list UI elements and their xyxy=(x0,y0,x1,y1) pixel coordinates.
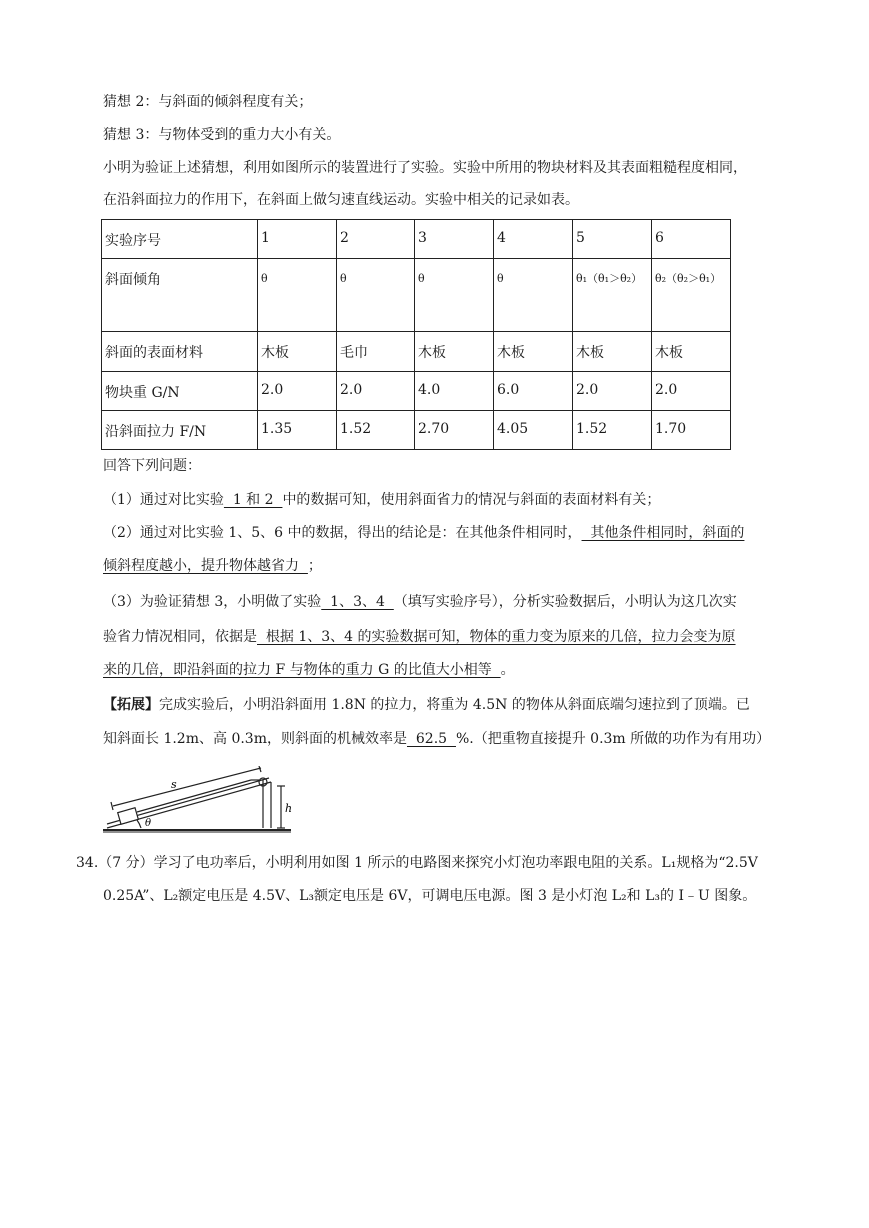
table-cell: 1.35 xyxy=(258,411,337,450)
question-3-line-1 xyxy=(103,592,737,612)
table-cell: 3 xyxy=(415,220,494,259)
questions-header: 回答下列问题： xyxy=(103,458,201,474)
table-cell: 2.0 xyxy=(258,372,337,411)
incline-diagram xyxy=(101,766,296,836)
q1-text-end: 中的数据可知，使用斜面省力的情况与斜面的表面材料有关； xyxy=(282,492,661,508)
table-row xyxy=(102,259,731,332)
q3-text-mid: （填写实验序号），分析实验数据后，小明认为这几次实 xyxy=(393,594,737,610)
question-2-line-2 xyxy=(103,556,322,576)
q3-answer: 1、3、4 xyxy=(321,594,394,610)
table-cell: 毛巾 xyxy=(337,332,415,372)
q3-basis-label: 验省力情况相同，依据是 xyxy=(103,629,257,645)
q2-answer-cont: 倾斜程度越小，提升物体越省力 xyxy=(103,558,308,574)
question-34-line-2: 0.25A”、L₂额定电压是 4.5V、L₃额定电压是 6V，可调电压电源。图 3 是小灯泡 L₂和 L₃的 I﹣U 图象。 xyxy=(103,888,757,904)
table-cell: 木板 xyxy=(652,332,731,372)
guess-2: 猜想 2：与斜面的倾斜程度有关； xyxy=(103,94,313,110)
row-label: 斜面的表面材料 xyxy=(102,332,258,372)
question-3-line-3 xyxy=(103,660,515,680)
table-cell: 2 xyxy=(337,220,415,259)
table-cell: 2.0 xyxy=(337,372,415,411)
extension-text-3: %.（把重物直接提升 0.3m 所做的功作为有用功） xyxy=(455,731,771,747)
label-s: s xyxy=(171,778,177,791)
table-cell: 1.70 xyxy=(652,411,731,450)
description-line-1: 小明为验证上述猜想，利用如图所示的装置进行了实验。实验中所用的物块材料及其表面粗糙程度相同， xyxy=(103,160,747,176)
label-h: h xyxy=(285,802,293,815)
extension-text-2: 知斜面长 1.2m、高 0.3m，则斜面的机械效率是 xyxy=(103,731,407,747)
table-cell: 木板 xyxy=(258,332,337,372)
question-3-line-2 xyxy=(103,627,736,647)
table-cell: 2.0 xyxy=(573,372,652,411)
table-cell: 2.0 xyxy=(652,372,731,411)
table-cell: 5 xyxy=(573,220,652,259)
efficiency-answer: 62.5 xyxy=(406,731,456,747)
table-cell: 6.0 xyxy=(494,372,573,411)
row-label: 实验序号 xyxy=(102,220,258,259)
table-cell: 木板 xyxy=(494,332,573,372)
q3-basis-answer-cont: 来的几倍，即沿斜面的拉力 F 与物体的重力 G 的比值大小相等 xyxy=(103,662,501,678)
table-row xyxy=(102,220,731,259)
table-cell: θ xyxy=(494,259,573,332)
q3-text-end: 。 xyxy=(500,662,515,678)
q1-answer: 1 和 2 xyxy=(223,492,283,508)
q1-text: （1）通过对比实验 xyxy=(103,492,224,508)
row-label: 沿斜面拉力 F/N xyxy=(102,411,258,450)
extension-text: 完成实验后，小明沿斜面用 1.8N 的拉力，将重为 4.5N 的物体从斜面底端匀速拉到了顶端。已 xyxy=(159,697,750,713)
table-cell: 6 xyxy=(652,220,731,259)
label-theta: θ xyxy=(145,818,152,829)
question-2-line-1 xyxy=(103,523,744,543)
table-cell: θ xyxy=(337,259,415,332)
extension-tag: 【拓展】 xyxy=(103,697,159,713)
q2-text: （2）通过对比实验 1、5、6 中的数据，得出的结论是：在其他条件相同时， xyxy=(103,525,582,541)
description-line-2: 在沿斜面拉力的作用下，在斜面上做匀速直线运动。实验中相关的记录如表。 xyxy=(103,192,579,208)
table-row xyxy=(102,411,731,450)
table-cell: 4 xyxy=(494,220,573,259)
row-label: 斜面倾角 xyxy=(102,259,258,332)
table-cell: 4.0 xyxy=(415,372,494,411)
extension-line-2 xyxy=(103,729,770,749)
q3-basis-answer: 根据 1、3、4 的实验数据可知，物体的重力变为原来的几倍，拉力会变为原 xyxy=(257,629,736,645)
table-cell: 1.52 xyxy=(573,411,652,450)
experiment-table xyxy=(101,219,731,450)
table-cell: θ₂（θ₂＞θ₁） xyxy=(652,259,731,332)
q2-answer: 其他条件相同时，斜面的 xyxy=(581,525,745,541)
question-34-line-1: 34.（7 分）学习了电功率后，小明利用如图 1 所示的电路图来探究小灯泡功率跟电阻的关系。L₁规格为“2.5V xyxy=(76,855,758,871)
table-row xyxy=(102,332,731,372)
row-label: 物块重 G/N xyxy=(102,372,258,411)
table-cell: 2.70 xyxy=(415,411,494,450)
guess-3: 猜想 3：与物体受到的重力大小有关。 xyxy=(103,127,341,143)
question-1 xyxy=(103,490,660,510)
table-cell: 1.52 xyxy=(337,411,415,450)
table-cell: θ xyxy=(258,259,337,332)
q2-text-end: ； xyxy=(307,558,322,574)
table-cell: 木板 xyxy=(573,332,652,372)
table-cell: 4.05 xyxy=(494,411,573,450)
table-cell: 木板 xyxy=(415,332,494,372)
table-row xyxy=(102,372,731,411)
table-cell: θ xyxy=(415,259,494,332)
table-cell: 1 xyxy=(258,220,337,259)
table-cell: θ₁（θ₁＞θ₂） xyxy=(573,259,652,332)
extension-line-1 xyxy=(103,695,750,715)
q3-text: （3）为验证猜想 3，小明做了实验 xyxy=(103,594,322,610)
